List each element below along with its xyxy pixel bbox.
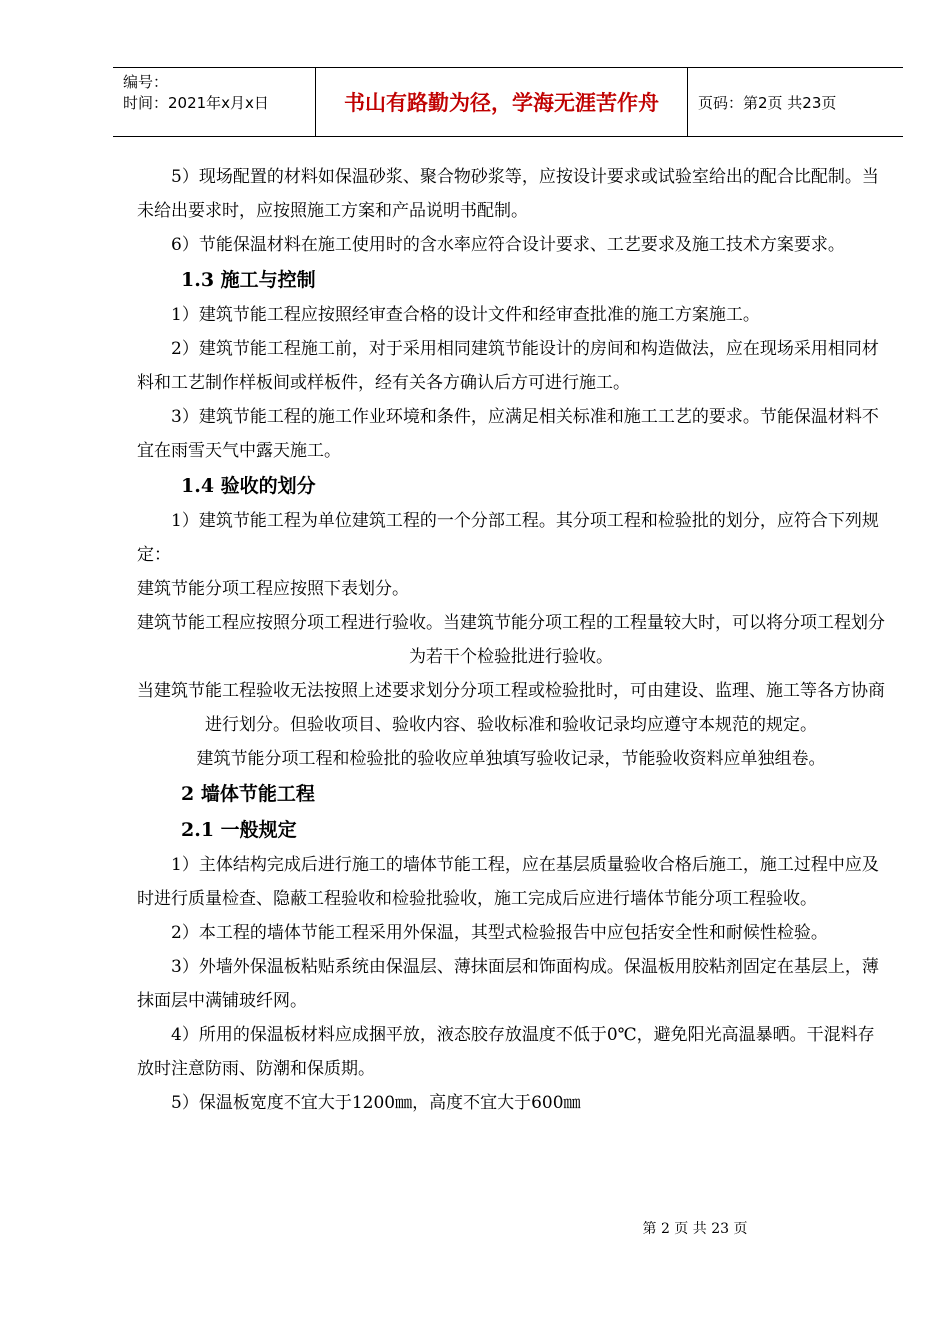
paragraph: 建筑节能分项工程和检验批的验收应单独填写验收记录，节能验收资料应单独组卷。 bbox=[196, 749, 826, 769]
chapter-heading: 2 墙体节能工程 bbox=[181, 783, 315, 805]
paragraph: 5）保温板宽度不宜大于1200㎜，高度不宜大于600㎜ bbox=[171, 1093, 581, 1113]
page-header bbox=[113, 67, 903, 137]
header-page-number: 页码：第2页 共23页 bbox=[698, 93, 837, 112]
paragraph: 1）建筑节能工程应按照经审查合格的设计文件和经审查批准的施工方案施工。 bbox=[171, 305, 760, 325]
footer-page-number: 第 2 页 共 23 页 bbox=[642, 1221, 748, 1237]
paragraph: 6）节能保温材料在施工使用时的含水率应符合设计要求、工艺要求及施工技术方案要求。 bbox=[171, 235, 845, 255]
paragraph: 1）建筑节能工程为单位建筑工程的一个分部工程。其分项工程和检验批的划分，应符合下列规定： bbox=[137, 511, 879, 565]
paragraph: 2）本工程的墙体节能工程采用外保温，其型式检验报告中应包括安全性和耐候性检验。 bbox=[171, 923, 828, 943]
paragraph: 3）外墙外保温板粘贴系统由保温层、薄抹面层和饰面构成。保温板用胶粘剂固定在基层上，薄抹面层中满铺玻纤网。 bbox=[137, 957, 879, 1011]
document-number: 编号： bbox=[123, 73, 169, 91]
paragraph: 5）现场配置的材料如保温砂浆、聚合物砂浆等，应按设计要求或试验室给出的配合比配制。当未给出要求时，应按照施工方案和产品说明书配制。 bbox=[137, 167, 879, 221]
header-meta bbox=[113, 68, 315, 136]
paragraph: 2）建筑节能工程施工前，对于采用相同建筑节能设计的房间和构造做法，应在现场采用相同材料和工艺制作样板间或样板件，经有关各方确认后方可进行施工。 bbox=[137, 339, 879, 393]
paragraph: 3）建筑节能工程的施工作业环境和条件，应满足相关标准和施工工艺的要求。节能保温材料不宜在雨雪天气中露天施工。 bbox=[137, 407, 879, 461]
paragraph: 当建筑节能工程验收无法按照上述要求划分分项工程或检验批时，可由建设、监理、施工等各方协商进行划分。但验收项目、验收内容、验收标准和验收记录均应遵守本规范的规定。 bbox=[137, 681, 885, 735]
section-heading: 2.1 一般规定 bbox=[181, 819, 297, 841]
paragraph: 建筑节能工程应按照分项工程进行验收。当建筑节能分项工程的工程量较大时，可以将分项工程划分为若干个检验批进行验收。 bbox=[137, 613, 885, 667]
document-time: 时间：2021年x月x日 bbox=[123, 94, 269, 112]
document-body bbox=[137, 160, 885, 1120]
header-motto: 书山有路勤为径，学海无涯苦作舟 bbox=[315, 68, 688, 136]
page-footer bbox=[0, 1218, 950, 1238]
section-heading: 1.4 验收的划分 bbox=[181, 475, 316, 497]
paragraph: 1）主体结构完成后进行施工的墙体节能工程，应在基层质量验收合格后施工，施工过程中应及时进行质量检查、隐蔽工程验收和检验批验收，施工完成后应进行墙体节能分项工程验收。 bbox=[137, 855, 879, 909]
paragraph: 建筑节能分项工程应按照下表划分。 bbox=[137, 579, 409, 599]
paragraph: 4）所用的保温板材料应成捆平放，液态胶存放温度不低于0℃，避免阳光高温暴晒。干混料存放时注意防雨、防潮和保质期。 bbox=[137, 1025, 875, 1079]
section-heading: 1.3 施工与控制 bbox=[181, 269, 316, 291]
